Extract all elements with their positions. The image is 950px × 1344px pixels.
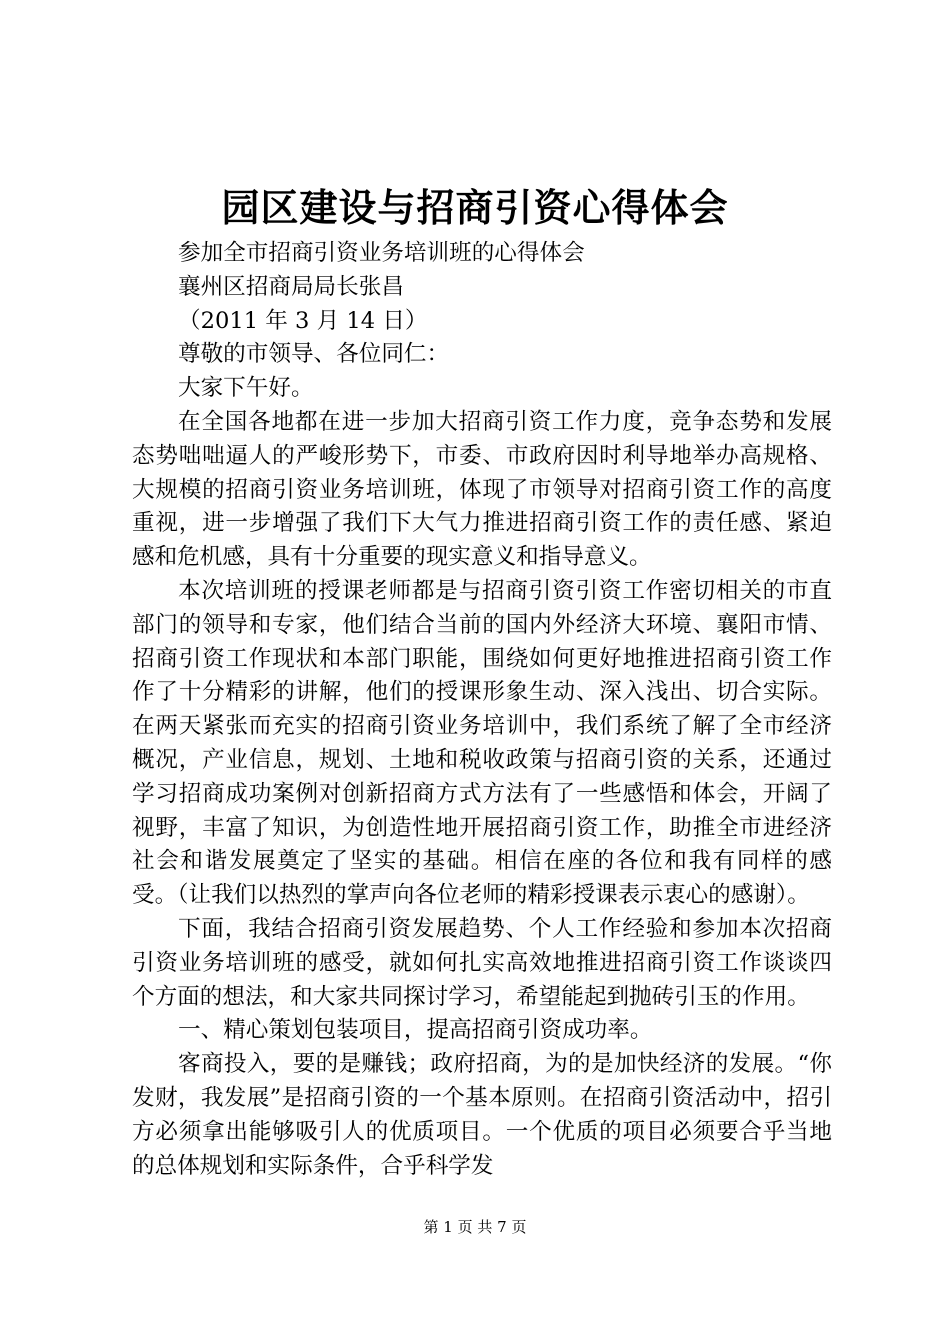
author-line: 襄州区招商局局长张昌 [178,273,404,300]
paragraph-4: 客商投入，要的是赚钱；政府招商，为的是加快经济的发展。“你发财，我发展”是招商引资的一个基本原则。在招商引资活动中，招引方必须拿出能够吸引人的优质项目。一个优质的项目必须要合乎当地的总体规划和实际条件，合乎科学发 [132,1051,832,1179]
page-footer: 第 1 页 共 7 页 [423,1218,527,1236]
paragraph-2: 本次培训班的授课老师都是与招商引资引资工作密切相关的市直部门的领导和专家，他们结合当前的国内外经济大环境、襄阳市情、招商引资工作现状和本部门职能，围绕如何更好地推进招商引资工作作了十分精彩的讲解，他们的授课形象生动、深入浅出、切合实际。在两天紧张而充实的招商引资业务培训中，我们系统了解了全市经济概况，产业信息，规划、土地和税收政策与招商引资的关系，还通过学习招商成功案例对创新招商方式方法有了一些感悟和体会，开阔了视野，丰富了知识，为创造性地开展招商引资工作，助推全市进经济社会和谐发展奠定了坚实的基础。相信在座的各位和我有同样的感受。（让我们以热烈的掌声向各位老师的精彩授课表示衷心的感谢）。 [132,577,832,909]
subtitle-line: 参加全市招商引资业务培训班的心得体会 [178,240,585,266]
paragraph-3: 下面，我结合招商引资发展趋势、个人工作经验和参加本次招商引资业务培训班的感受，就如何扎实高效地推进招商引资工作谈谈四个方面的想法，和大家共同探讨学习，希望能起到抛砖引玉的作用。 [132,915,832,1010]
document-body [132,237,832,1183]
greeting-line: 大家下午好。 [178,375,314,402]
paragraph-1: 在全国各地都在进一步加大招商引资工作力度，竞争态势和发展态势咄咄逼人的严峻形势下，市委、市政府因时利导地举办高规格、大规模的招商引资业务培训班，体现了市领导对招商引资工作的高度重视，进一步增强了我们下大气力推进招商引资工作的责任感、紧迫感和危机感，具有十分重要的现实意义和指导意义。 [132,408,832,571]
date-line: （2011 年 3 月 14 日） [178,307,428,334]
salutation-line: 尊敬的市领导、各位同仁： [178,341,450,368]
section-heading: 一、精心策划包装项目，提高招商引资成功率。 [178,1017,653,1044]
document-title: 园区建设与招商引资心得体会 [221,185,729,230]
